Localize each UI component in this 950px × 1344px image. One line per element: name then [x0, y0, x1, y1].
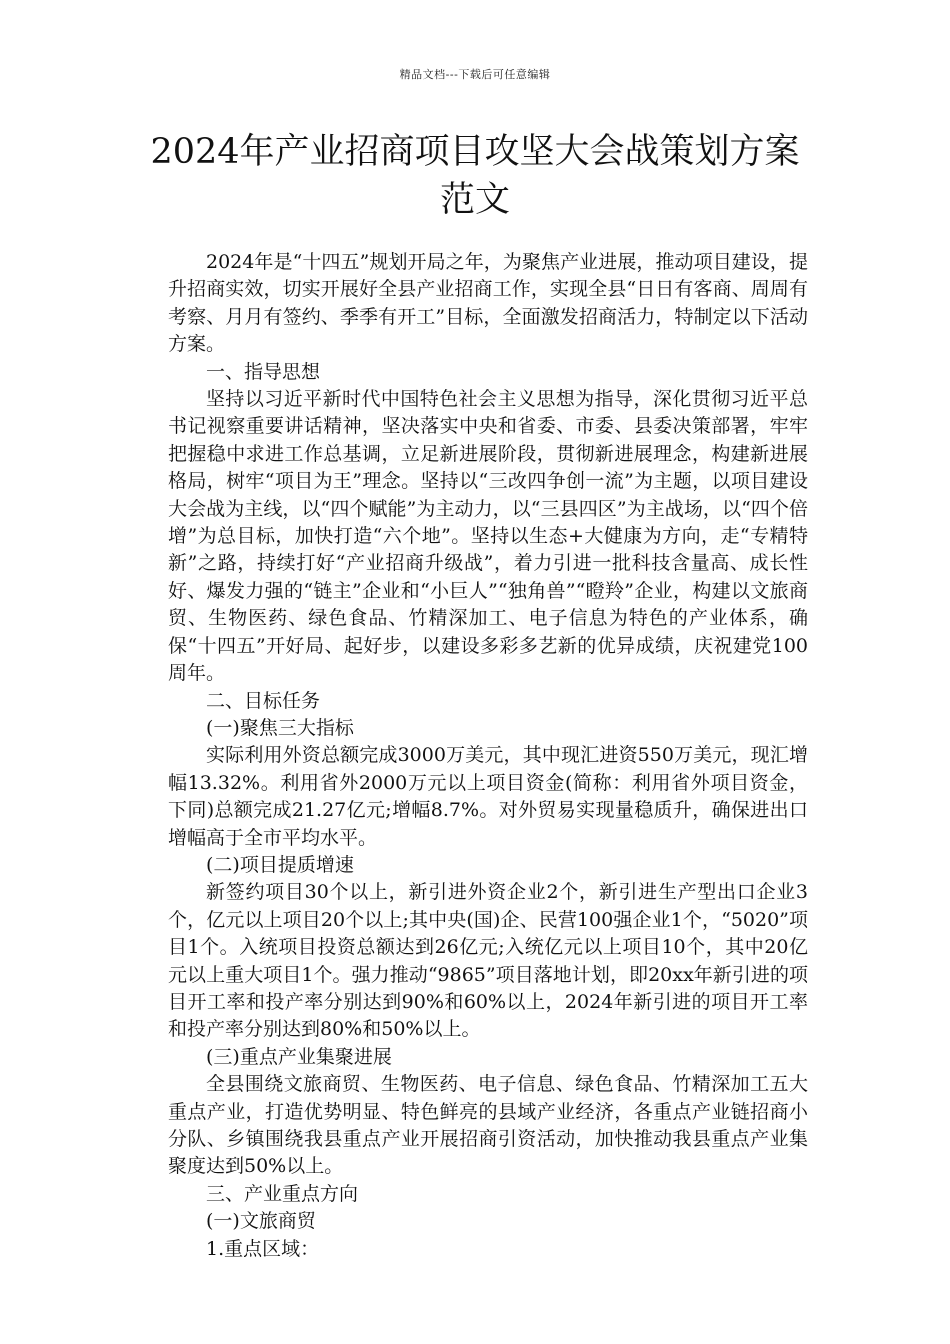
project-quality-paragraph: 新签约项目30个以上，新引进外资企业2个，新引进生产型出口企业3个，亿元以上项目20个以上;其中央(国)企、民营100强企业1个，“5020”项目1个。入统项目投资总额达到26亿元;入统亿元以上项目10个，其中20亿元以上重大项目1个。强力推动“9865”项目落地计划，即20xx年新引进的项目开工率和投产率分别达到90%和60%以上，2024年新引进的项目开工率和投产率分别达到80%和50%以上。 — [168, 881, 808, 1041]
subsection-heading-industry-cluster: (三)重点产业集聚进展 — [206, 1045, 392, 1068]
subsection-heading-project-quality: (二)项目提质增速 — [206, 853, 354, 876]
intro-paragraph: 2024年是“十四五”规划开局之年，为聚焦产业进展，推动项目建设，提升招商实效，切实开展好全县产业招商工作，实现全县“日日有客商、周周有考察、月月有签约、季季有开工”目标，全面激发招商活力，特制定以下活动方案。 — [168, 251, 808, 356]
subsection-heading-culture-tourism: (一)文旅商贸 — [206, 1210, 316, 1233]
page-header-note: 精品文档---下载后可任意编辑 — [399, 68, 551, 81]
document-title-line-1: 2024年产业招商项目攻坚大会战策划方案 — [150, 132, 800, 172]
document-title-line-2: 范文 — [439, 180, 510, 220]
section-heading-targets: 二、目标任务 — [206, 689, 321, 712]
document-title — [100, 128, 850, 224]
item-heading-key-areas: 1.重点区域： — [206, 1237, 320, 1260]
section-heading-guiding-ideology: 一、指导思想 — [206, 360, 321, 383]
subsection-heading-three-indicators: (一)聚焦三大指标 — [206, 716, 354, 739]
guiding-ideology-paragraph: 坚持以习近平新时代中国特色社会主义思想为指导，深化贯彻习近平总书记视察重要讲话精神，坚决落实中央和省委、市委、县委决策部署，牢牢把握稳中求进工作总基调，立足新进展阶段，贯彻新进展理念，构建新进展格局，树牢“项目为王”理念。坚持以“三改四争创一流”为主题，以项目建设大会战为主线，以“四个赋能”为主动力，以“三县四区”为主战场，以“四个倍增”为总目标，加快打造“六个地”。坚持以生态+大健康为方向，走“专精特新”之路，持续打好“产业招商升级战”，着力引进一批科技含量高、成长性好、爆发力强的“链主”企业和“小巨人”“独角兽”“瞪羚”企业，构建以文旅商贸、生物医药、绿色食品、竹精深加工、电子信息为特色的产业体系，确保“十四五”开好局、起好步，以建设多彩多艺新的优异成绩，庆祝建党100周年。 — [168, 388, 808, 685]
section-heading-industry-directions: 三、产业重点方向 — [206, 1182, 359, 1205]
industry-cluster-paragraph: 全县围绕文旅商贸、生物医药、电子信息、绿色食品、竹精深加工五大重点产业，打造优势明显、特色鲜亮的县域产业经济，各重点产业链招商小分队、乡镇围绕我县重点产业开展招商引资活动，加快推动我县重点产业集聚度达到50%以上。 — [168, 1073, 808, 1178]
document-body — [168, 249, 808, 1263]
three-indicators-paragraph: 实际利用外资总额完成3000万美元，其中现汇进资550万美元，现汇增幅13.32%。利用省外2000万元以上项目资金(简称：利用省外项目资金，下同)总额完成21.27亿元;增幅8.7%。对外贸易实现量稳质升，确保进出口增幅高于全市平均水平。 — [168, 744, 808, 849]
